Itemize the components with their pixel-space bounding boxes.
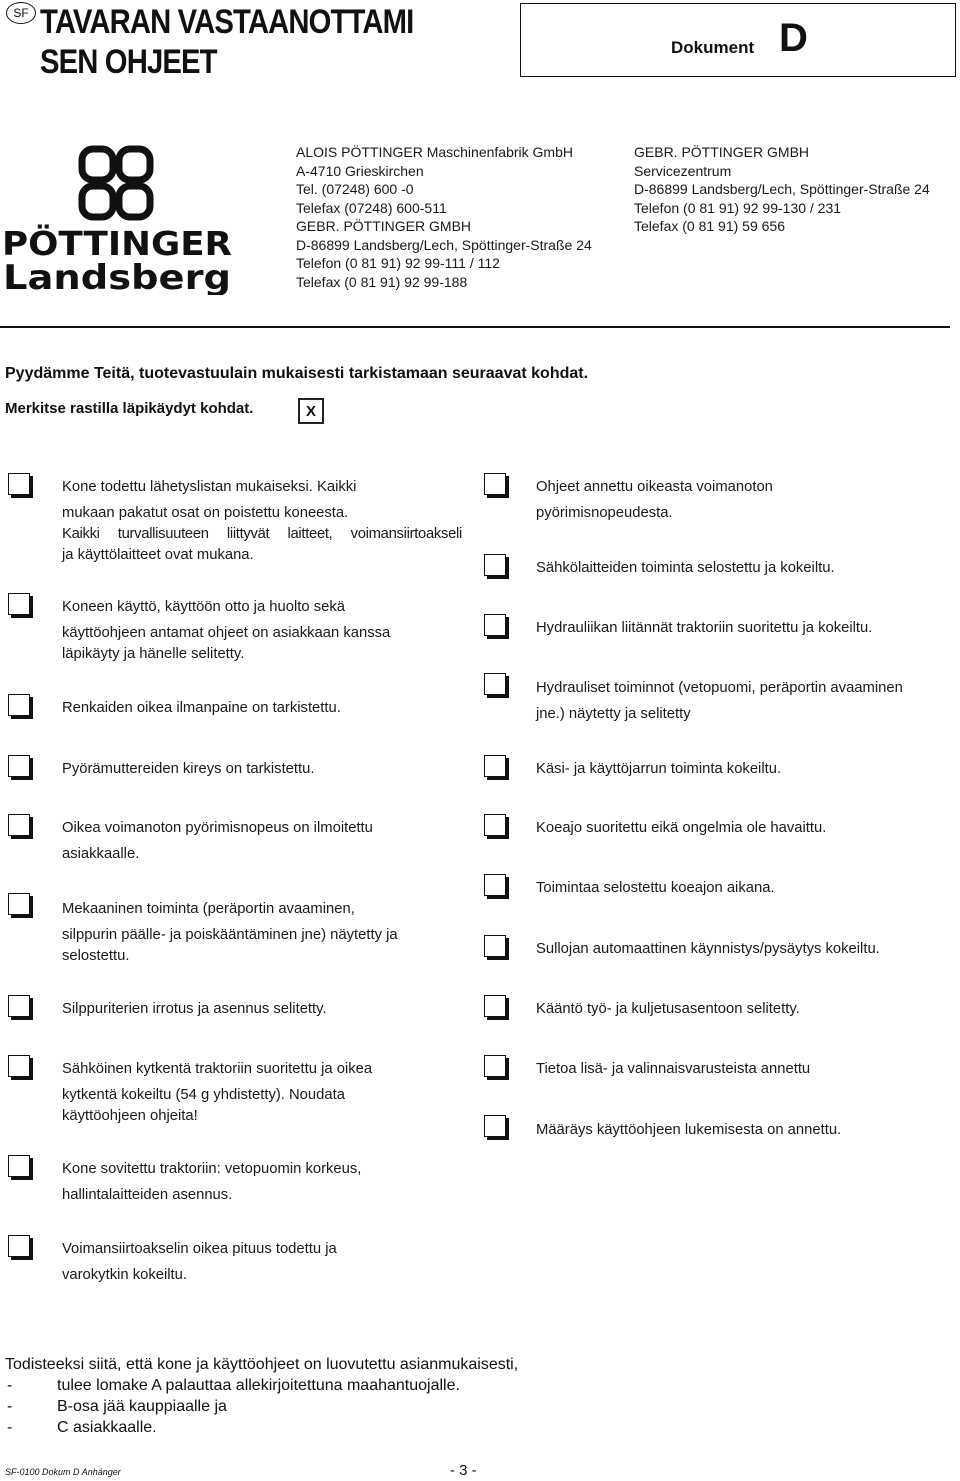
item-text: Kaikki turvallisuuteen liittyvät laitteet, voimansiirtoakseli: [62, 526, 462, 542]
bullet-dash: -: [7, 1419, 13, 1436]
handover-statement: [5, 1354, 518, 1438]
checkbox[interactable]: [484, 995, 506, 1017]
address-line: Telefax (0 81 91) 92 99-188: [296, 273, 468, 290]
item-text: Määräys käyttöohjeen lukemisesta on annettu.: [536, 1122, 842, 1138]
item-text: ja käyttölaitteet ovat mukana.: [62, 547, 254, 563]
item-text: Oikea voimanoton pyörimisnopeus on ilmoitettu: [62, 820, 373, 836]
item-text: käyttöohjeen ohjeita!: [62, 1108, 198, 1124]
logo-sub-text: Landsberg: [3, 258, 231, 295]
address-line: GEBR. PÖTTINGER GMBH: [296, 218, 472, 234]
bullet-line: [5, 1375, 518, 1396]
checklist-item: [62, 698, 462, 719]
item-text: Silppuriterien irrotus ja asennus selitetty.: [62, 1001, 327, 1017]
address-line: D-86899 Landsberg/Lech, Spöttinger-Straße 24: [296, 236, 592, 253]
document-id-box: [520, 3, 956, 77]
address-line: A-4710 Grieskirchen: [296, 162, 424, 179]
checkbox[interactable]: [484, 1055, 506, 1077]
bullet-line: [5, 1396, 518, 1417]
item-text: Tietoa lisä- ja valinnaisvarusteista annettu: [536, 1061, 811, 1077]
address-line: Telefon (0 81 91) 92 99-111 / 112: [296, 255, 500, 271]
checkbox[interactable]: [8, 755, 30, 777]
checklist-item: [536, 759, 956, 780]
intro-text: Pyydämme Teitä, tuotevastuulain mukaisesti tarkistamaan seuraavat kohdat.: [5, 365, 589, 382]
checklist-item: [62, 1059, 462, 1127]
bullet-text: B-osa jää kauppiaalle ja: [57, 1398, 227, 1415]
document-title: [40, 2, 413, 82]
checklist-item: [62, 999, 462, 1020]
item-text: Kone todettu lähetyslistan mukaiseksi. Kaikki: [62, 479, 357, 495]
bullet-line: [5, 1417, 518, 1438]
document-label: Dokument: [671, 38, 755, 57]
address-line: Tel. (07248) 600 -0: [296, 181, 414, 197]
checkbox[interactable]: [8, 1055, 30, 1077]
page-number: - 3 -: [450, 1462, 477, 1479]
item-text: varokytkin kokeiltu.: [62, 1267, 188, 1283]
checklist-item: [62, 477, 462, 566]
address-line: Telefon (0 81 91) 92 99-130 / 231: [634, 199, 842, 216]
checkbox[interactable]: [484, 874, 506, 896]
item-text: pyörimisnopeudesta.: [536, 505, 673, 521]
address-block-austria-germany: [296, 143, 592, 291]
checklist-item: [536, 678, 956, 725]
checklist-item: [536, 1059, 956, 1080]
checklist-item: [536, 618, 956, 639]
bullet-dash: -: [7, 1377, 13, 1394]
checkbox[interactable]: [8, 893, 30, 915]
item-text: Hydrauliikan liitännät traktoriin suoritettu ja kokeiltu.: [536, 620, 873, 636]
checkbox[interactable]: [484, 673, 506, 695]
checkbox[interactable]: [8, 593, 30, 615]
item-text: jne.) näytetty ja selitetty: [536, 706, 691, 722]
mark-instruction: Merkitse rastilla läpikäydyt kohdat.: [5, 400, 254, 417]
checkbox[interactable]: [484, 814, 506, 836]
item-text: Käsi- ja käyttöjarrun toiminta kokeiltu.: [536, 761, 782, 777]
checkbox[interactable]: [484, 935, 506, 957]
item-text: kytkentä kokeiltu (54 g yhdistetty). Noudata: [62, 1087, 345, 1103]
checkbox[interactable]: [8, 694, 30, 716]
example-checkmark-box: X: [298, 398, 324, 424]
title-line-1: TAVARAN VASTAANOTTAMI: [40, 3, 414, 41]
item-text: Kone sovitettu traktoriin: vetopuomin korkeus,: [62, 1161, 362, 1177]
checklist-item: [62, 818, 462, 865]
item-text: mukaan pakatut osat on poistettu koneesta.: [62, 505, 349, 521]
item-text: Kääntö työ- ja kuljetusasentoon selitetty.: [536, 1001, 800, 1017]
checklist-item: [536, 558, 956, 579]
item-text: selostettu.: [62, 948, 130, 964]
checkbox[interactable]: [8, 473, 30, 495]
item-text: Mekaaninen toiminta (peräportin avaaminen,: [62, 901, 355, 917]
address-line: Telefax (0 81 91) 59 656: [634, 218, 785, 234]
language-badge: SF: [6, 2, 36, 24]
title-line-2: SEN OHJEET: [40, 43, 217, 81]
item-text: Voimansiirtoakselin oikea pituus todettu ja: [62, 1241, 337, 1257]
checkbox[interactable]: [8, 995, 30, 1017]
pottinger-landsberg-logo: [0, 143, 235, 295]
item-text: Sähköinen kytkentä traktoriin suoritettu ja oikea: [62, 1061, 373, 1077]
address-line: D-86899 Landsberg/Lech, Spöttinger-Straße 24: [634, 181, 930, 197]
item-text: asiakkaalle.: [62, 846, 140, 862]
checklist-item: [62, 899, 462, 967]
checkbox[interactable]: [484, 1115, 506, 1137]
address-line: Servicezentrum: [634, 162, 732, 179]
checklist-item: [536, 999, 956, 1020]
address-line: GEBR. PÖTTINGER GMBH: [634, 144, 810, 160]
logo-brand-text: PÖTTINGER: [2, 224, 215, 263]
checkbox[interactable]: [484, 473, 506, 495]
checkbox[interactable]: [484, 614, 506, 636]
item-text: hallintalaitteiden asennus.: [62, 1187, 233, 1203]
checklist-item: [62, 1159, 462, 1206]
address-line: ALOIS PÖTTINGER Maschinenfabrik GmbH: [296, 144, 573, 160]
item-text: Sullojan automaattinen käynnistys/pysäytys kokeiltu.: [536, 941, 880, 957]
address-line: Telefax (07248) 600-511: [296, 199, 447, 216]
statement-text: Todisteeksi siitä, että kone ja käyttöohjeet on luovutettu asianmukaisesti,: [5, 1356, 519, 1373]
item-text: Koneen käyttö, käyttöön otto ja huolto sekä: [62, 599, 345, 615]
item-text: Sähkölaitteiden toiminta selostettu ja kokeiltu.: [536, 560, 835, 576]
checklist-item: [62, 597, 462, 665]
bullet-text: C asiakkaalle.: [57, 1419, 157, 1436]
item-text: Renkaiden oikea ilmanpaine on tarkistettu.: [62, 700, 341, 716]
checklist-item: [62, 759, 462, 780]
checkbox[interactable]: [8, 814, 30, 836]
document-code: SF-0100 Dokum D Anhänger: [5, 1467, 121, 1477]
item-text: Hydrauliset toiminnot (vetopuomi, peräportin avaaminen: [536, 680, 903, 696]
address-block-servicezentrum: [634, 143, 930, 236]
checklist-item: [62, 1239, 462, 1286]
bullet-dash: -: [7, 1398, 13, 1415]
item-text: Ohjeet annettu oikeasta voimanoton: [536, 479, 773, 495]
checklist-item: [536, 818, 956, 839]
bullet-text: tulee lomake A palauttaa allekirjoitettuna maahantuojalle.: [57, 1377, 460, 1394]
item-text: silppurin päälle- ja poiskääntäminen jne) näytetty ja: [62, 927, 398, 943]
checkbox[interactable]: [8, 1235, 30, 1257]
checkbox[interactable]: [484, 554, 506, 576]
checkbox[interactable]: [8, 1155, 30, 1177]
item-text: Toimintaa selostettu koeajon aikana.: [536, 880, 775, 896]
header-divider: [0, 326, 950, 328]
item-text: Pyörämuttereiden kireys on tarkistettu.: [62, 761, 315, 777]
checklist-item: [536, 1120, 956, 1141]
checklist-item: [536, 939, 956, 960]
item-text: Koeajo suoritettu eikä ongelmia ole havaittu.: [536, 820, 827, 836]
item-text: läpikäyty ja hänelle selitetty.: [62, 646, 245, 662]
checkbox[interactable]: [484, 755, 506, 777]
checklist-item: [536, 878, 956, 899]
document-letter: D: [779, 16, 808, 60]
checklist-item: [536, 477, 956, 524]
item-text: käyttöohjeen antamat ohjeet on asiakkaan kanssa: [62, 625, 391, 641]
